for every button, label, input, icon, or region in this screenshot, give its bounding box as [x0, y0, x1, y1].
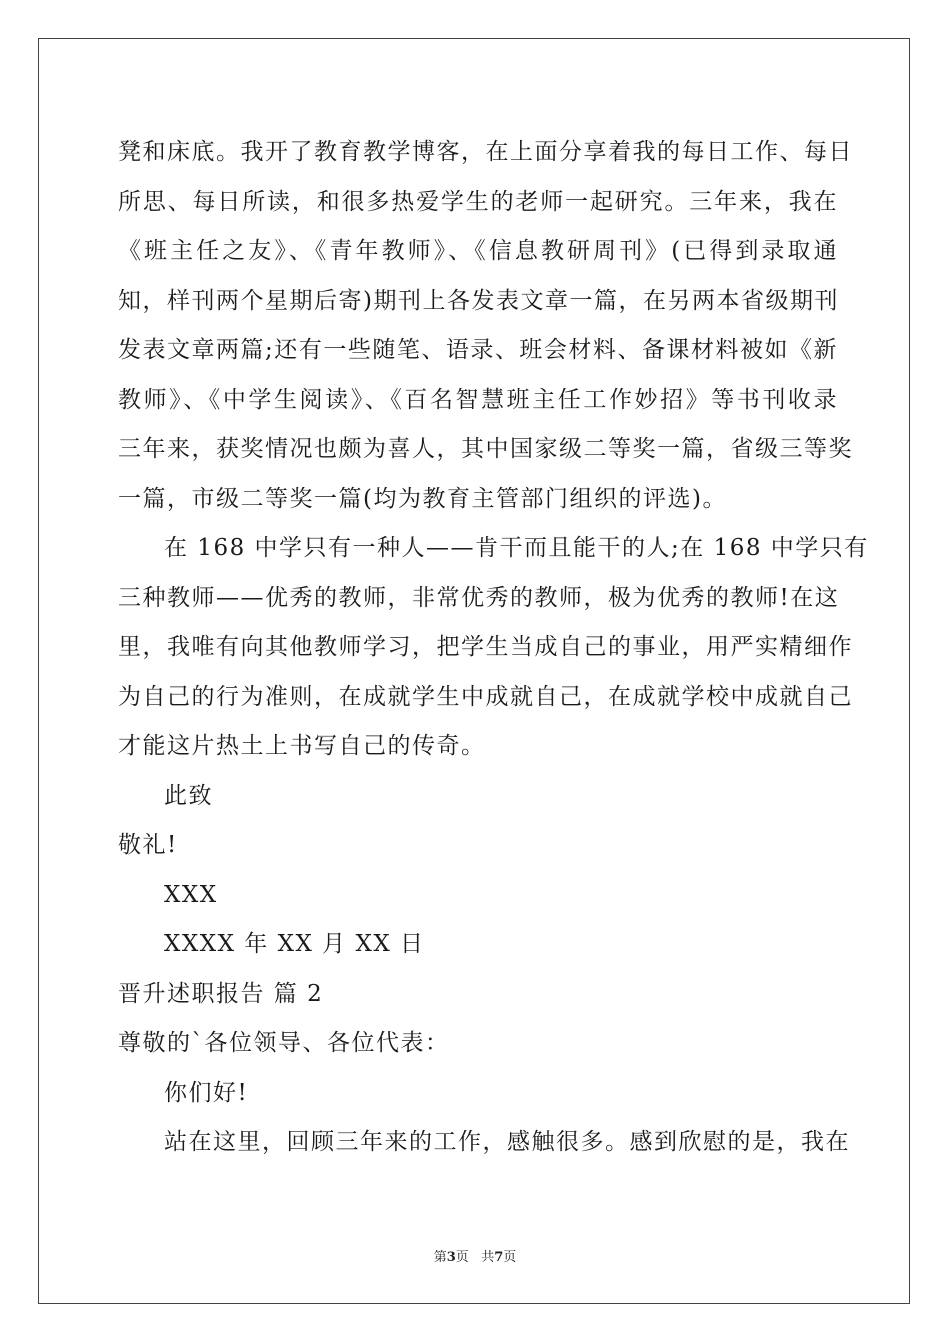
paragraph-line: 在 168 中学只有一种人——肯干而且能干的人;在 168 中学只有	[164, 535, 869, 561]
footer-page-label: 页	[455, 1250, 469, 1265]
signature-name: XXX	[164, 881, 218, 908]
document-body	[118, 128, 869, 1168]
closing-respect: 敬礼!	[118, 832, 178, 858]
page-footer	[0, 1246, 950, 1265]
paragraph-line: 知，样刊两个星期后寄)期刊上各发表文章一篇，在另两本省级期刊	[118, 287, 839, 314]
paragraph-line: 教师》、《中学生阅读》、《百名智慧班主任工作妙招》等书刊收录	[118, 386, 838, 413]
paragraph-line: 所思、每日所读，和很多热爱学生的老师一起研究。三年来，我在	[118, 188, 838, 215]
paragraph-line: 为自己的行为准则，在成就学生中成就自己，在成就学校中成就自己	[118, 683, 853, 710]
greeting-hello: 你们好!	[164, 1079, 249, 1106]
footer-total-label: 页	[503, 1250, 517, 1265]
paragraph-line: 三年来，获奖情况也颇为喜人，其中国家级二等奖一篇，省级三等奖	[118, 436, 853, 462]
footer-total-prefix: 共	[481, 1250, 495, 1265]
closing-salutation: 此致	[164, 782, 213, 809]
paragraph-line: 里，我唯有向其他教师学习，把学生当成自己的事业，用严实精细作	[118, 634, 853, 660]
paragraph-line: 一篇，市级二等奖一篇(均为教育主管部门组织的评选)。	[118, 485, 727, 512]
section-heading: 晋升述职报告 篇 2	[118, 980, 324, 1007]
paragraph-line: 站在这里，回顾三年来的工作，感触很多。感到欣慰的是，我在	[164, 1129, 850, 1155]
greeting-line: 尊敬的`各位领导、各位代表：	[118, 1030, 450, 1056]
paragraph-line: 《班主任之友》、《青年教师》、《信息教研周刊》(已得到录取通	[118, 238, 838, 264]
footer-prefix: 第	[433, 1250, 447, 1265]
footer-total-pages: 7	[494, 1250, 504, 1265]
paragraph-line: 凳和床底。我开了教育教学博客，在上面分享着我的每日工作、每日	[118, 139, 853, 165]
signature-date: XXXX 年 XX 月 XX 日	[164, 931, 425, 957]
paragraph-line: 发表文章两篇;还有一些随笔、语录、班会材料、备课材料被如《新	[118, 337, 838, 363]
paragraph-line: 才能这片热土上书写自己的传奇。	[118, 733, 486, 759]
footer-current-page: 3	[446, 1250, 456, 1265]
paragraph-line: 三种教师——优秀的教师，非常优秀的教师，极为优秀的教师!在这	[118, 584, 840, 611]
